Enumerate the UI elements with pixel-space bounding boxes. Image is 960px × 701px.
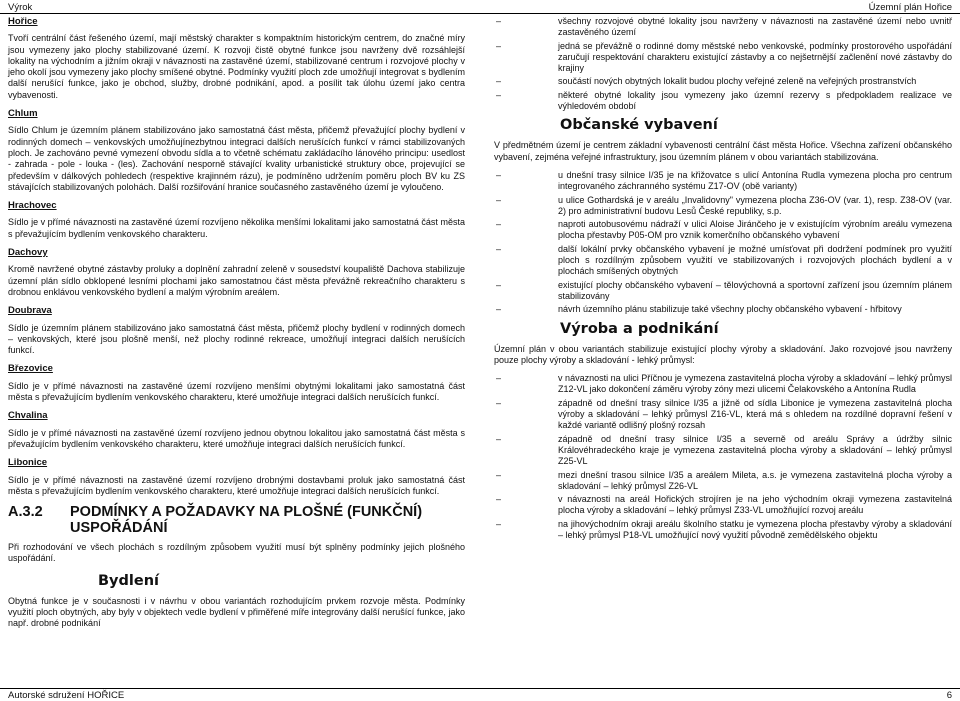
list-item-text: návrh územního plánu stabilizuje také všechny plochy občanského vybavení - hřbitovy	[558, 304, 902, 315]
vyroba-bullet-list	[494, 373, 952, 541]
list-item	[494, 16, 952, 39]
dash-marker: –	[496, 16, 502, 26]
list-item-text: u dnešní trasy silnice I/35 je na křižovatce s ulicí Antonína Rudla vymezena plocha pro centrum integrovaného záchranného systému Z17-OV (obě varianty)	[558, 169, 952, 192]
list-item-text: některé obytné lokality jsou vymezeny jako územní rezervy s předpokladem realizace ve výhledovém období	[558, 89, 952, 112]
chapter-heading-a32	[8, 504, 465, 536]
section-title-doubrava: Doubrava	[8, 305, 52, 317]
chapter-intro-text: Při rozhodování ve všech plochách s rozdílným způsobem využití musí být splněny podmínky jejich plošného uspořádání.	[8, 542, 465, 564]
list-item-text: u ulice Gothardská je v areálu „Invalidovny" vymezena plocha Z36-OV (var. 1), resp. Z38-OV (var. 2) pro administrativní budovu Lesů České republiky, s.p.	[558, 194, 952, 216]
page-number: 6	[946, 690, 952, 701]
list-item-text: na jihovýchodním okraji areálu školního statku je vymezena plocha přestavby výroby a skladování – lehký průmysl P18-VL umožňující nový využití původně zemědělského objektu	[558, 518, 952, 540]
obcanske-bullet-list	[494, 170, 952, 316]
list-item-text: západně od dnešní trasy silnice I/35 a severně od areálu Správy a údržby silnic Královéhradeckého kraje je vymezena zastavitelná plocha výroby a skladování – lehký průmysl Z25-VL	[558, 433, 952, 467]
section-text-doubrava: Sídlo je územním plánem stabilizováno jako samostatná část města, přičemž plochy bydlení v rodinných domech – venkovských, které jsou plošně menší, než plochy rodinné rekreace, umožňují integraci dalších nerušících funkcí.	[8, 322, 465, 356]
dash-marker: –	[496, 219, 502, 230]
section-title-dachovy: Dachovy	[8, 247, 48, 259]
dash-marker: –	[496, 373, 502, 384]
list-item	[494, 76, 952, 87]
section-text-libonice: Sídlo je v přímé návaznosti na zastavěné území rozvíjeno drobnými dostavbami proluk jako samostatná část města s převažujícím bydlením venkovského charakteru, které umožňuje integraci dalších nerušících funkcí.	[8, 474, 465, 496]
list-item	[494, 494, 952, 517]
list-item	[494, 195, 952, 218]
list-item-text: součástí nových obytných lokalit budou plochy veřejné zeleně na veřejných prostranstvích	[558, 76, 917, 87]
subheading-bydleni: Bydlení	[98, 572, 159, 589]
vyroba-text: Územní plán v obou variantách stabilizuje existující plochy výroby a skladování. Jako rozvojové jsou navrženy pouze plochy výroby a skladování - lehký průmysl:	[494, 343, 952, 365]
section-title-libonice: Libonice	[8, 457, 48, 469]
section-text-chvalina: Sídlo je v přímé návaznosti na zastavěné území rozvíjeno jednou obytnou lokalitou jako samostatná část města s převažujícím bydlením venkovského charakteru, které umožňuje integraci dalších nerušících funkcí.	[8, 427, 465, 449]
header-rule	[0, 13, 960, 14]
list-item-text: existující plochy občanského vybavení – tělovýchovná a sportovní zařízení jsou územním plánem stabilizovány	[558, 279, 952, 301]
list-item-text: mezi dnešní trasou silnice I/35 a areálem Mileta, a.s. je vymezena zastavitelná plocha výroby a skladování – lehký průmysl Z26-VL	[558, 469, 952, 491]
list-item	[494, 434, 952, 468]
chapter-title: PODMÍNKY A POŽADAVKY NA PLOŠNÉ (FUNKČNÍ) USPOŘÁDÁNÍ	[70, 504, 423, 537]
list-item	[494, 398, 952, 432]
list-item	[494, 170, 952, 193]
section-title-horice: Hořice	[8, 16, 38, 27]
list-item-text: jedná se převážně o rodinné domy městské nebo venkovské, podmínky prostorového uspořádání zaručují respektování charakteru existující zástavby a co nejšetrnější začlenění nové zástavby do krajiny	[558, 40, 952, 74]
section-text-hrachovec: Sídlo je v přímé návaznosti na zastavěné území rozvíjeno několika menšími lokalitami jako samostatná část města s převažujícím bydlením venkovského charakteru.	[8, 217, 465, 239]
dash-marker: –	[496, 89, 502, 100]
dash-marker: –	[496, 397, 502, 408]
subheading-obcanske-vybaveni: Občanské vybavení	[560, 117, 718, 134]
section-title-chlum: Chlum	[8, 108, 38, 120]
bydleni-bullet-list	[494, 16, 952, 112]
section-title-brezovice: Březovice	[8, 363, 53, 375]
dash-marker: –	[496, 76, 502, 87]
dash-marker: –	[496, 518, 502, 529]
list-item-text: západně od dnešní trasy silnice I/35 a jižně od sídla Libonice je vymezena zastavitelná plocha výroby a skladování – lehký průmysl Z16-VL, která má s ohledem na rozdílné dopravní řešení v každé variantě odlišný plošný rozsah	[558, 397, 952, 431]
subheading-vyroba: Výroba a podnikání	[560, 320, 719, 337]
list-item	[494, 90, 952, 113]
section-title-hrachovec: Hrachovec	[8, 200, 57, 212]
section-text-dachovy: Kromě navržené obytné zástavby proluky a doplnění zahradní zeleně v sousedství koupaliště Dachova stabilizuje územní plán sídlo obklopené lesními plochami jako samostatnou část města převážně rekreačního charakteru s drobnou enklávou venkovského bydlení a malým výrobním areálem.	[8, 264, 465, 297]
section-text-brezovice: Sídlo je v přímé návaznosti na zastavěné území rozvíjeno menšími obytnými lokalitami jako samostatná část města s převažujícím bydlením venkovského charakteru, které umožňuje integraci dalších nerušících funkcí.	[8, 380, 465, 403]
dash-marker: –	[496, 243, 502, 254]
list-item	[494, 280, 952, 303]
list-item	[494, 373, 952, 396]
right-column	[494, 16, 952, 543]
chapter-number: A.3.2	[8, 504, 43, 521]
dash-marker: –	[496, 469, 502, 480]
list-item-text: v návaznosti na ulici Příčnou je vymezena zastavitelná plocha výroby a skladování – lehký průmysl Z12-VL jako dokončení záměru výroby zóny mezi ulicemi Čelakovského a Antonína Rudla	[558, 373, 952, 395]
running-footer-left: Autorské sdružení HOŘICE	[8, 690, 125, 701]
list-item-text: naproti autobusovému nádraží v ulici Aloise Jiránčeho je v existujícím výrobním areálu vymezena plocha přestavby P05-OM pro vznik komerčního občanského vybavení	[558, 219, 952, 241]
list-item	[494, 470, 952, 493]
bydleni-text: Obytná funkce je v současnosti i v návrhu v obou variantách rozhodujícím prvkem rozvoje města. Podmínky využití ploch obytných, aby byly v objektech vedle bydlení v přiměřené míře integrovány další nerušící funkce, jako např. drobné podnikání	[8, 595, 465, 629]
list-item	[494, 244, 952, 278]
list-item-text: v návaznosti na areál Hořických strojíren je na jeho východním okraji vymezena zastavitelná plocha výroby a skladování – lehký průmysl Z33-VL umožňující rozvoj areálu	[558, 494, 952, 516]
dash-marker: –	[496, 279, 502, 290]
running-header-right: Územní plán Hořice	[868, 2, 952, 13]
dash-marker: –	[496, 304, 502, 315]
obcanske-vybaveni-text: V předmětném území je centrem základní vybavenosti centrální část města Hořice. Všechna zařízení občanského vybavení, zejména veřejné infrastruktury, jsou územním plánem v obou variantách stabilizována.	[494, 140, 952, 162]
list-item	[494, 304, 952, 315]
dash-marker: –	[496, 194, 502, 205]
list-item-text: další lokální prvky občanského vybavení je možné umísťovat při dodržení podmínek pro využití ploch s rozdílným způsobem využití ve stabilizovaných i rozvojových plochách bydlení a v plochách smíšených obytných	[558, 243, 952, 277]
dash-marker: –	[496, 169, 502, 180]
running-header-left: Výrok	[8, 2, 33, 13]
left-column	[8, 16, 465, 637]
dash-marker: –	[496, 40, 502, 51]
section-text-horice: Tvoří centrální část řešeného území, mají městský charakter s kompaktním historickým centrem, do značné míry jsou vymezeny jako plochy stabilizované území. K rozvoji čistě obytné funkce jsou navrženy dvě rozsáhlejší lokality na východním a jižním okraji v návaznosti na zastavěné území, stabilizované centrum i rozvojové plochy v jeho okolí jsou vymezeny jako plochy smíšené obytné. Podmínky využití ploch zde umožňují integrovat s bydlením další nerušící funkce, jako je obchod, služby, drobné podnikání, apod. a posílit tak úlohu území jako centra vybavenosti.	[8, 33, 465, 100]
list-item	[494, 41, 952, 75]
dash-marker: –	[496, 433, 502, 444]
list-item	[494, 519, 952, 542]
dash-marker: –	[496, 494, 502, 505]
list-item	[494, 219, 952, 242]
footer-rule	[0, 688, 960, 689]
section-title-chvalina: Chvalina	[8, 410, 48, 422]
section-text-chlum: Sídlo Chlum je územním plánem stabilizováno jako samostatná část města, přičemž převažující plochy bydlení v rodinných domech – venkovských umožňujínezbytnou integraci dalších nerušících funkcí v rámci stabilizovaných ploch. Je zachováno pevné vymezení obvodu sídla a to včetně schématu zakládacího lánového principu: usedlost - zahrada - pole - louka - (les). Zachování nesporně stávající kvality urbanistické struktury obce, projevující se především v dálkových pohledech (respektive krajinném rázu), je podmíněno udržením poměru ploch BV ku ZS stávajících stabilizovaných polohách. Další rozšiřování hranice současného zastavěného území je vyloučeno.	[8, 125, 465, 192]
list-item-text: všechny rozvojové obytné lokality jsou navrženy v návaznosti na zastavěné území nebo uvnitř zastavěného území	[558, 16, 952, 38]
